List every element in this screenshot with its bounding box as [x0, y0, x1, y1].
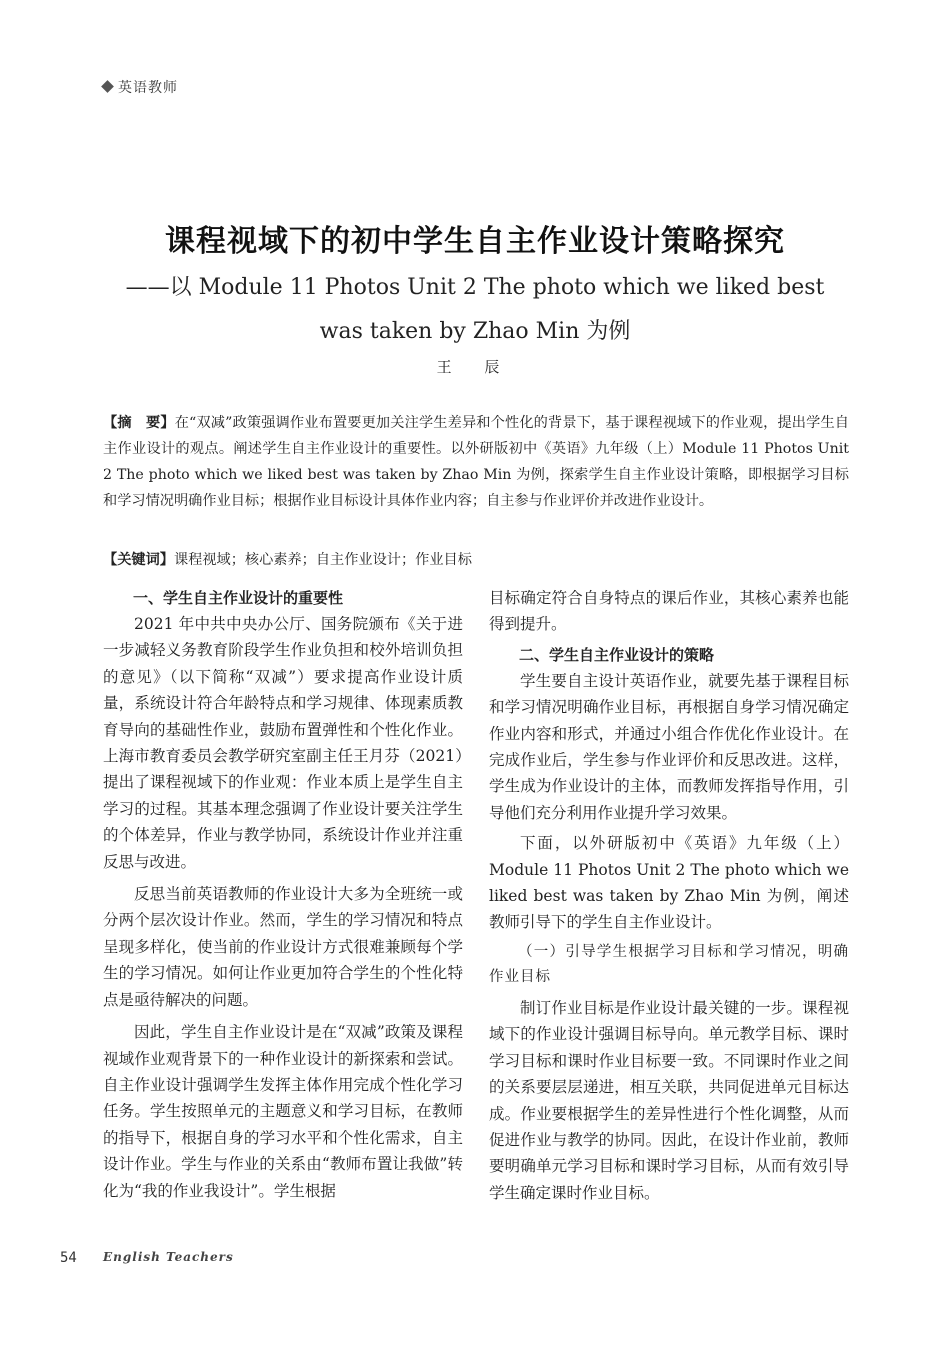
- paragraph-3: 因此，学生自主作业设计是在“双减”政策及课程视域作业观背景下的一种作业设计的新探索和尝试。自主作业设计强调学生发挥主体作用完成个性化学习任务。学生按照单元的主题意义和学习目标，在教师的指导下，根据自身的学习水平和个性化需求，自主设计作业。学生与作业的关系由“教师布置让我做”转化为“我的作业我设计”。学生根据: [103, 1023, 463, 1200]
- section-heading-2: 二、学生自主作业设计的策略: [519, 645, 715, 664]
- left-column: [103, 585, 463, 1204]
- keywords: [103, 548, 849, 572]
- diamond-icon: [101, 80, 114, 93]
- paragraph-4: 学生要自主设计英语作业，就要先基于课程目标和学习情况明确作业目标，再根据自身学习情况确定作业内容和形式，并通过小组合作优化作业设计。在完成作业后，学生参与作业评价和反思改进。这样，学生成为作业设计的主体，而教师发挥指导作用，引导他们充分利用作业提升学习效果。: [489, 671, 849, 822]
- right-column: [489, 585, 849, 1206]
- subsection-heading-1: （一）引导学生根据学习目标和学习情况，明确作业目标: [489, 943, 849, 986]
- abstract-label: 【摘 要】: [103, 415, 175, 431]
- article-title: 课程视域下的初中学生自主作业设计策略探究: [165, 224, 785, 259]
- abstract-text: 在“双减”政策强调作业布置要更加关注学生差异和个性化的背景下，基于课程视域下的作业观，提出学生自主作业设计的观点。阐述学生自主作业设计的重要性。以外研版初中《英语》九年级（上）Module 11 Photos Unit 2 The photo which we liked best was taken by Zhao Min 为例，探索学生自主作业设计策略，即根据学习目标和学习情况明确作业目标；根据作业目标设计具体作业内容；自主参与作业评价并改进作业设计。: [103, 415, 849, 509]
- abstract: [103, 410, 849, 514]
- author-name: 王 辰: [436, 358, 514, 376]
- keywords-text: 课程视域；核心素养；自主作业设计；作业目标: [173, 552, 472, 568]
- paragraph-6: 制订作业目标是作业设计最关键的一步。课程视域下的作业设计强调目标导向。单元教学目标、课时学习目标和课时作业目标要一致。不同课时作业之间的关系要层层递进，相互关联，共同促进单元目标达成。作业要根据学生的差异性进行个性化调整，从而促进作业与教学的协同。因此，在设计作业前，教师要明确单元学习目标和课时学习目标，从而有效引导学生确定课时作业目标。: [489, 998, 849, 1202]
- paragraph-3-continued: 目标确定符合自身特点的课后作业，其核心素养也能得到提升。: [489, 589, 849, 634]
- page-number: 54: [60, 1250, 77, 1266]
- section-heading-1: 一、学生自主作业设计的重要性: [133, 589, 344, 607]
- paragraph-1: 2021 年中共中央办公厅、国务院颁布《关于进一步减轻义务教育阶段学生作业负担和校外培训负担的意见》（以下简称“双减”）要求提高作业设计质量，系统设计符合年龄特点和学习规律、体现素质教育导向的基础性作业，鼓励布置弹性和个性化作业。上海市教育委员会教学研究室副主任王月芬（2021）提出了课程视域下的作业观：作业本质上是学生自主学习的过程。其基本理念强调了作业设计要关注学生的个体差异，作业与教学协同，系统设计作业并注重反思与改进。: [103, 615, 463, 871]
- article-subtitle: ——以 Module 11 Photos Unit 2 The photo which we liked best was taken by Zhao Min 为例: [125, 275, 825, 344]
- section-tag: [103, 77, 178, 97]
- journal-name: English Teachers: [103, 1250, 234, 1264]
- keywords-label: 【关键词】: [103, 552, 174, 568]
- section-label: 英语教师: [118, 80, 178, 96]
- paragraph-5: 下面，以外研版初中《英语》九年级（上）Module 11 Photos Unit 2 The photo which we liked best was taken by Zhao Min 为例，阐述教师引导下的学生自主作业设计。: [489, 834, 849, 932]
- paragraph-2: 反思当前英语教师的作业设计大多为全班统一或分两个层次设计作业。然而，学生的学习情况和特点呈现多样化，使当前的作业设计方式很难兼顾每个学生的学习情况。如何让作业更加符合学生的个性化特点是亟待解决的问题。: [103, 885, 463, 1009]
